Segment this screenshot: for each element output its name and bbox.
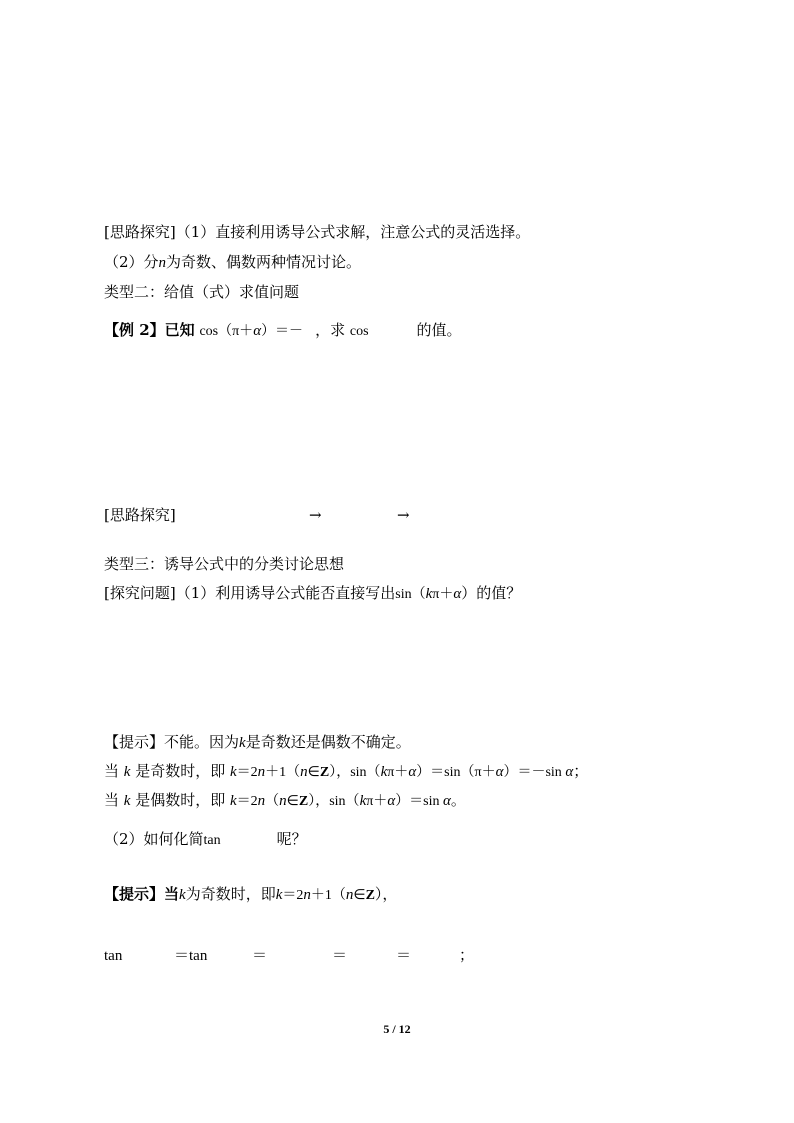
math-text: ∈: [353, 888, 366, 903]
var-k: k: [380, 764, 388, 780]
example-label: 【例 2】已知: [104, 321, 195, 339]
explore-question-2: [104, 829, 307, 851]
var-n: n: [279, 793, 287, 809]
hint-even-case: [104, 790, 466, 812]
arrow-2: →: [397, 506, 410, 524]
tan-chain-eq-1: ＝: [252, 948, 268, 964]
text: [探究问题]（1）利用诱导公式能否直接写出: [104, 584, 396, 602]
var-n: n: [303, 887, 311, 903]
tan-expr: tan: [203, 833, 221, 848]
math-text: π＋: [366, 794, 388, 809]
text: 。: [450, 791, 466, 809]
text: 是偶数时，即: [130, 791, 230, 809]
var-n: n: [257, 764, 266, 780]
text: 【提示】不能。因为: [104, 733, 240, 751]
tan-chain-eq-2: ＝: [332, 948, 348, 964]
math-text: ）＝－sin: [503, 765, 566, 780]
text: 是奇数还是偶数不确定。: [245, 733, 411, 751]
text: ），: [374, 885, 398, 903]
var-n: n: [300, 764, 308, 780]
var-n: n: [345, 887, 354, 903]
var-k: k: [359, 793, 367, 809]
var-k: k: [230, 764, 237, 780]
explore-question-1: [104, 583, 521, 605]
arrow-1: →: [309, 506, 322, 524]
tan-chain-semicolon: ；: [459, 948, 475, 964]
math-text: ＋1（: [310, 888, 346, 903]
text: （2）如何化简: [104, 830, 204, 848]
think-explore-label: [思路探究]: [104, 506, 176, 524]
math-text: ＝2: [236, 794, 258, 809]
var-alpha: α: [408, 764, 417, 780]
var-k: k: [123, 764, 131, 780]
math-text: sin（: [395, 587, 426, 602]
text: ）的值？: [461, 584, 522, 602]
text: 当: [104, 791, 124, 809]
var-k: k: [275, 887, 283, 903]
math-text: （: [265, 794, 280, 809]
text: 为奇数时，即: [185, 885, 276, 903]
set-Z: Z: [319, 765, 330, 780]
text: ；: [573, 762, 589, 780]
example-2: [104, 320, 462, 342]
math-text: π＋: [432, 587, 454, 602]
hint-odd-case: [104, 761, 588, 783]
var-k: k: [179, 887, 186, 903]
set-Z: Z: [298, 794, 309, 809]
math-text: ＋1（: [265, 765, 301, 780]
var-alpha: α: [495, 764, 504, 780]
hint-tan-odd: [104, 884, 397, 906]
var-k: k: [230, 793, 237, 809]
text: 的值。: [416, 321, 462, 339]
var-alpha: α: [453, 586, 462, 602]
math-text: ）＝－: [261, 324, 304, 339]
var-n: n: [257, 793, 266, 809]
math-text: ＝2: [282, 888, 304, 903]
var-alpha: α: [565, 764, 574, 780]
cos-expr: cos（π＋: [199, 324, 254, 339]
think-explore-line-1: [思路探究]（1）直接利用诱导公式求解，注意公式的灵活选择。: [104, 223, 531, 241]
text: 是奇数时，即: [130, 762, 230, 780]
var-k: k: [425, 586, 433, 602]
hint-1: [104, 732, 411, 753]
math-text: ＝2: [236, 765, 258, 780]
tan-chain-eq-tan: ＝tan: [174, 948, 208, 964]
var-alpha: α: [387, 793, 396, 809]
think-explore-line-2: [104, 252, 361, 273]
section-type-2-heading: 类型二：给值（式）求值问题: [104, 283, 300, 301]
text: 当: [104, 762, 124, 780]
text: 为奇数、偶数两种情况讨论。: [166, 253, 362, 271]
text: 【提示】当: [104, 885, 180, 903]
var-k: k: [239, 735, 246, 751]
text: ，求: [315, 321, 346, 339]
var-k: k: [123, 793, 131, 809]
page-number: 5 / 12: [383, 1022, 411, 1036]
section-type-3-heading: 类型三：诱导公式中的分类讨论思想: [104, 555, 345, 573]
tan-chain-eq-3: ＝: [396, 948, 412, 964]
math-text: ）＝sin: [395, 794, 444, 809]
cos-expr-2: cos: [349, 324, 369, 339]
var-alpha: α: [443, 793, 451, 809]
math-text: π＋: [387, 765, 409, 780]
math-text: ∈: [307, 765, 320, 780]
var-n: n: [158, 255, 167, 271]
math-text: ），sin（: [329, 765, 381, 780]
set-Z: Z: [365, 888, 375, 903]
tan-chain-start: tan: [104, 948, 123, 964]
math-text: ），sin（: [308, 794, 360, 809]
math-text: ）＝sin（π＋: [416, 765, 496, 780]
text: 呢？: [276, 830, 307, 848]
text: （2）分: [104, 253, 159, 271]
math-text: ∈: [286, 794, 299, 809]
var-alpha: α: [253, 323, 262, 339]
